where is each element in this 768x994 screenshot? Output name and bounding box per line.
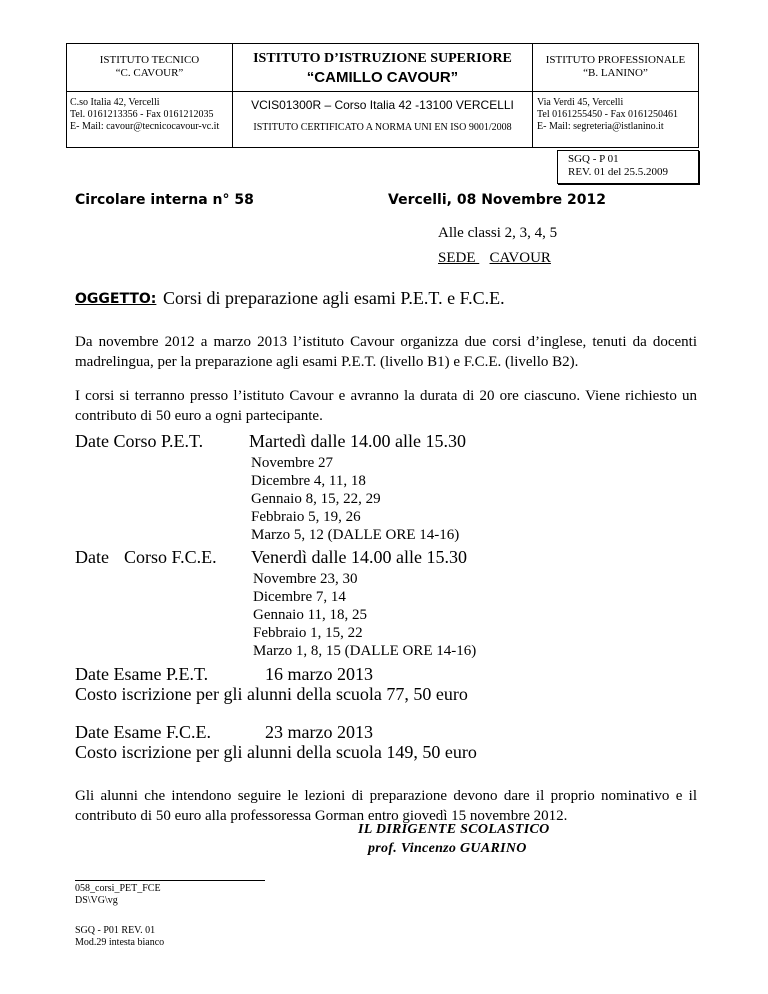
recipients-sede [438, 250, 551, 267]
footer-sgq: SGQ - P01 REV. 01 [75, 925, 156, 936]
istituto-tecnico-title: ISTITUTO TECNICO [99, 54, 200, 66]
address-line: C.so Italia 42, Vercelli [70, 97, 160, 108]
email-line: E- Mail: segreteria@istlanino.it [537, 121, 664, 132]
istituto-tecnico-name: “C. CAVOUR” [115, 67, 184, 79]
istituto-tecnico-address [70, 97, 219, 133]
oggetto-text: Corsi di preparazione agli esami P.E.T. e F.C.E. [163, 288, 505, 308]
istituto-professionale-title: ISTITUTO PROFESSIONALE [545, 54, 686, 66]
signature-role: IL DIRIGENTE SCOLASTICO [358, 822, 550, 837]
letterhead-istituto-professionale [533, 44, 698, 147]
document-date: Vercelli, 08 Novembre 2012 [388, 192, 607, 208]
footer-divider [75, 880, 265, 881]
footer-mod: Mod.29 intesta bianco [75, 937, 165, 948]
sgq-code: SGQ - P 01 [568, 153, 619, 165]
address-line: Via Verdi 45, Vercelli [537, 97, 624, 108]
exam-pet-cost: Costo iscrizione per gli alunni della scuola 77, 50 euro [75, 684, 468, 704]
sgq-revision: REV. 01 del 25.5.2009 [568, 166, 669, 178]
footer-filename: 058_corsi_PET_FCE [75, 883, 161, 894]
recipients-classes: Alle classi 2, 3, 4, 5 [438, 225, 558, 241]
pet-date-line: Novembre 27 [251, 455, 334, 471]
exam-fce-date: 23 marzo 2013 [265, 722, 373, 742]
fce-date-label: Date [75, 547, 109, 567]
pet-date-line: Febbraio 5, 19, 26 [251, 509, 361, 525]
pet-dates [251, 454, 459, 544]
registration-paragraph: Gli alunni che intendono seguire le lezioni di preparazione devono dare il proprio nominativo e il contributo di 50 euro alla professoressa Gorman entro giovedì 15 novembre 2012. [75, 788, 697, 824]
footer-ref-code: DS\VG\vg [75, 895, 118, 906]
pet-schedule: Martedì dalle 14.00 alle 15.30 [249, 431, 466, 451]
sede-cavour: CAVOUR [489, 250, 551, 266]
intro-paragraph: Da novembre 2012 a marzo 2013 l’istituto Cavour organizza due corsi d’inglese, tenuti da docenti madrelingua, per la preparazione agli esami P.E.T. (livello B1) e F.C.E. (livello B2). [75, 334, 697, 370]
letterhead-divider [67, 91, 698, 92]
fce-date-line: Novembre 23, 30 [253, 571, 358, 587]
istituto-code: VCIS01300R – Corso Italia 42 -13100 VERCELLI [251, 98, 514, 112]
footer-reference [75, 883, 161, 907]
fce-date-line: Febbraio 1, 15, 22 [253, 625, 363, 641]
letterhead-istituto-superiore [233, 44, 533, 147]
fce-date-line: Gennaio 11, 18, 25 [253, 607, 368, 623]
exam-fce-label: Date Esame F.C.E. [75, 722, 212, 742]
email-line: E- Mail: cavour@tecnicocavour-vc.it [70, 121, 220, 132]
fce-date-line: Dicembre 7, 14 [253, 589, 346, 605]
phone-line: Tel. 0161213356 - Fax 0161212035 [70, 109, 214, 120]
oggetto-label: OGGETTO: [75, 291, 157, 307]
exam-pet-date: 16 marzo 2013 [265, 664, 373, 684]
underline-gap [476, 250, 490, 267]
pet-date-line: Gennaio 8, 15, 22, 29 [251, 491, 381, 507]
details-paragraph: I corsi si terranno presso l’istituto Cavour e avranno la durata di 20 ore ciascuno. Viene richiesto un contributo di 50 euro a ogni partecipante. [75, 388, 697, 424]
fce-date-line: Marzo 1, 8, 15 (DALLE ORE 14-16) [253, 643, 477, 659]
fce-dates [253, 570, 476, 660]
letterhead [66, 43, 699, 148]
istituto-professionale-address [537, 97, 678, 133]
istituto-superiore-title: ISTITUTO D’ISTRUZIONE SUPERIORE [253, 51, 512, 66]
fce-course-label: Corso F.C.E. [124, 547, 217, 567]
signature-name: prof. Vincenzo GUARINO [368, 841, 527, 856]
circolare-number: Circolare interna n° 58 [75, 192, 254, 208]
phone-line: Tel 0161255450 - Fax 0161250461 [537, 109, 678, 120]
sede-label: SEDE [438, 250, 476, 266]
pet-date-line: Dicembre 4, 11, 18 [251, 473, 366, 489]
istituto-superiore-name: “CAMILLO CAVOUR” [306, 69, 459, 86]
istituto-professionale-name: “B. LANINO” [583, 67, 648, 79]
footer-module [75, 925, 164, 949]
istituto-certification: ISTITUTO CERTIFICATO A NORMA UNI EN ISO 9001/2008 [253, 122, 512, 133]
fce-schedule: Venerdì dalle 14.00 alle 15.30 [251, 547, 467, 567]
pet-date-line: Marzo 5, 12 (DALLE ORE 14-16) [251, 527, 460, 543]
exam-pet-label: Date Esame P.E.T. [75, 664, 209, 684]
exam-fce-cost: Costo iscrizione per gli alunni della scuola 149, 50 euro [75, 742, 477, 762]
sgq-box [557, 150, 699, 184]
letterhead-istituto-tecnico [67, 44, 233, 147]
pet-course-label: Date Corso P.E.T. [75, 431, 204, 451]
